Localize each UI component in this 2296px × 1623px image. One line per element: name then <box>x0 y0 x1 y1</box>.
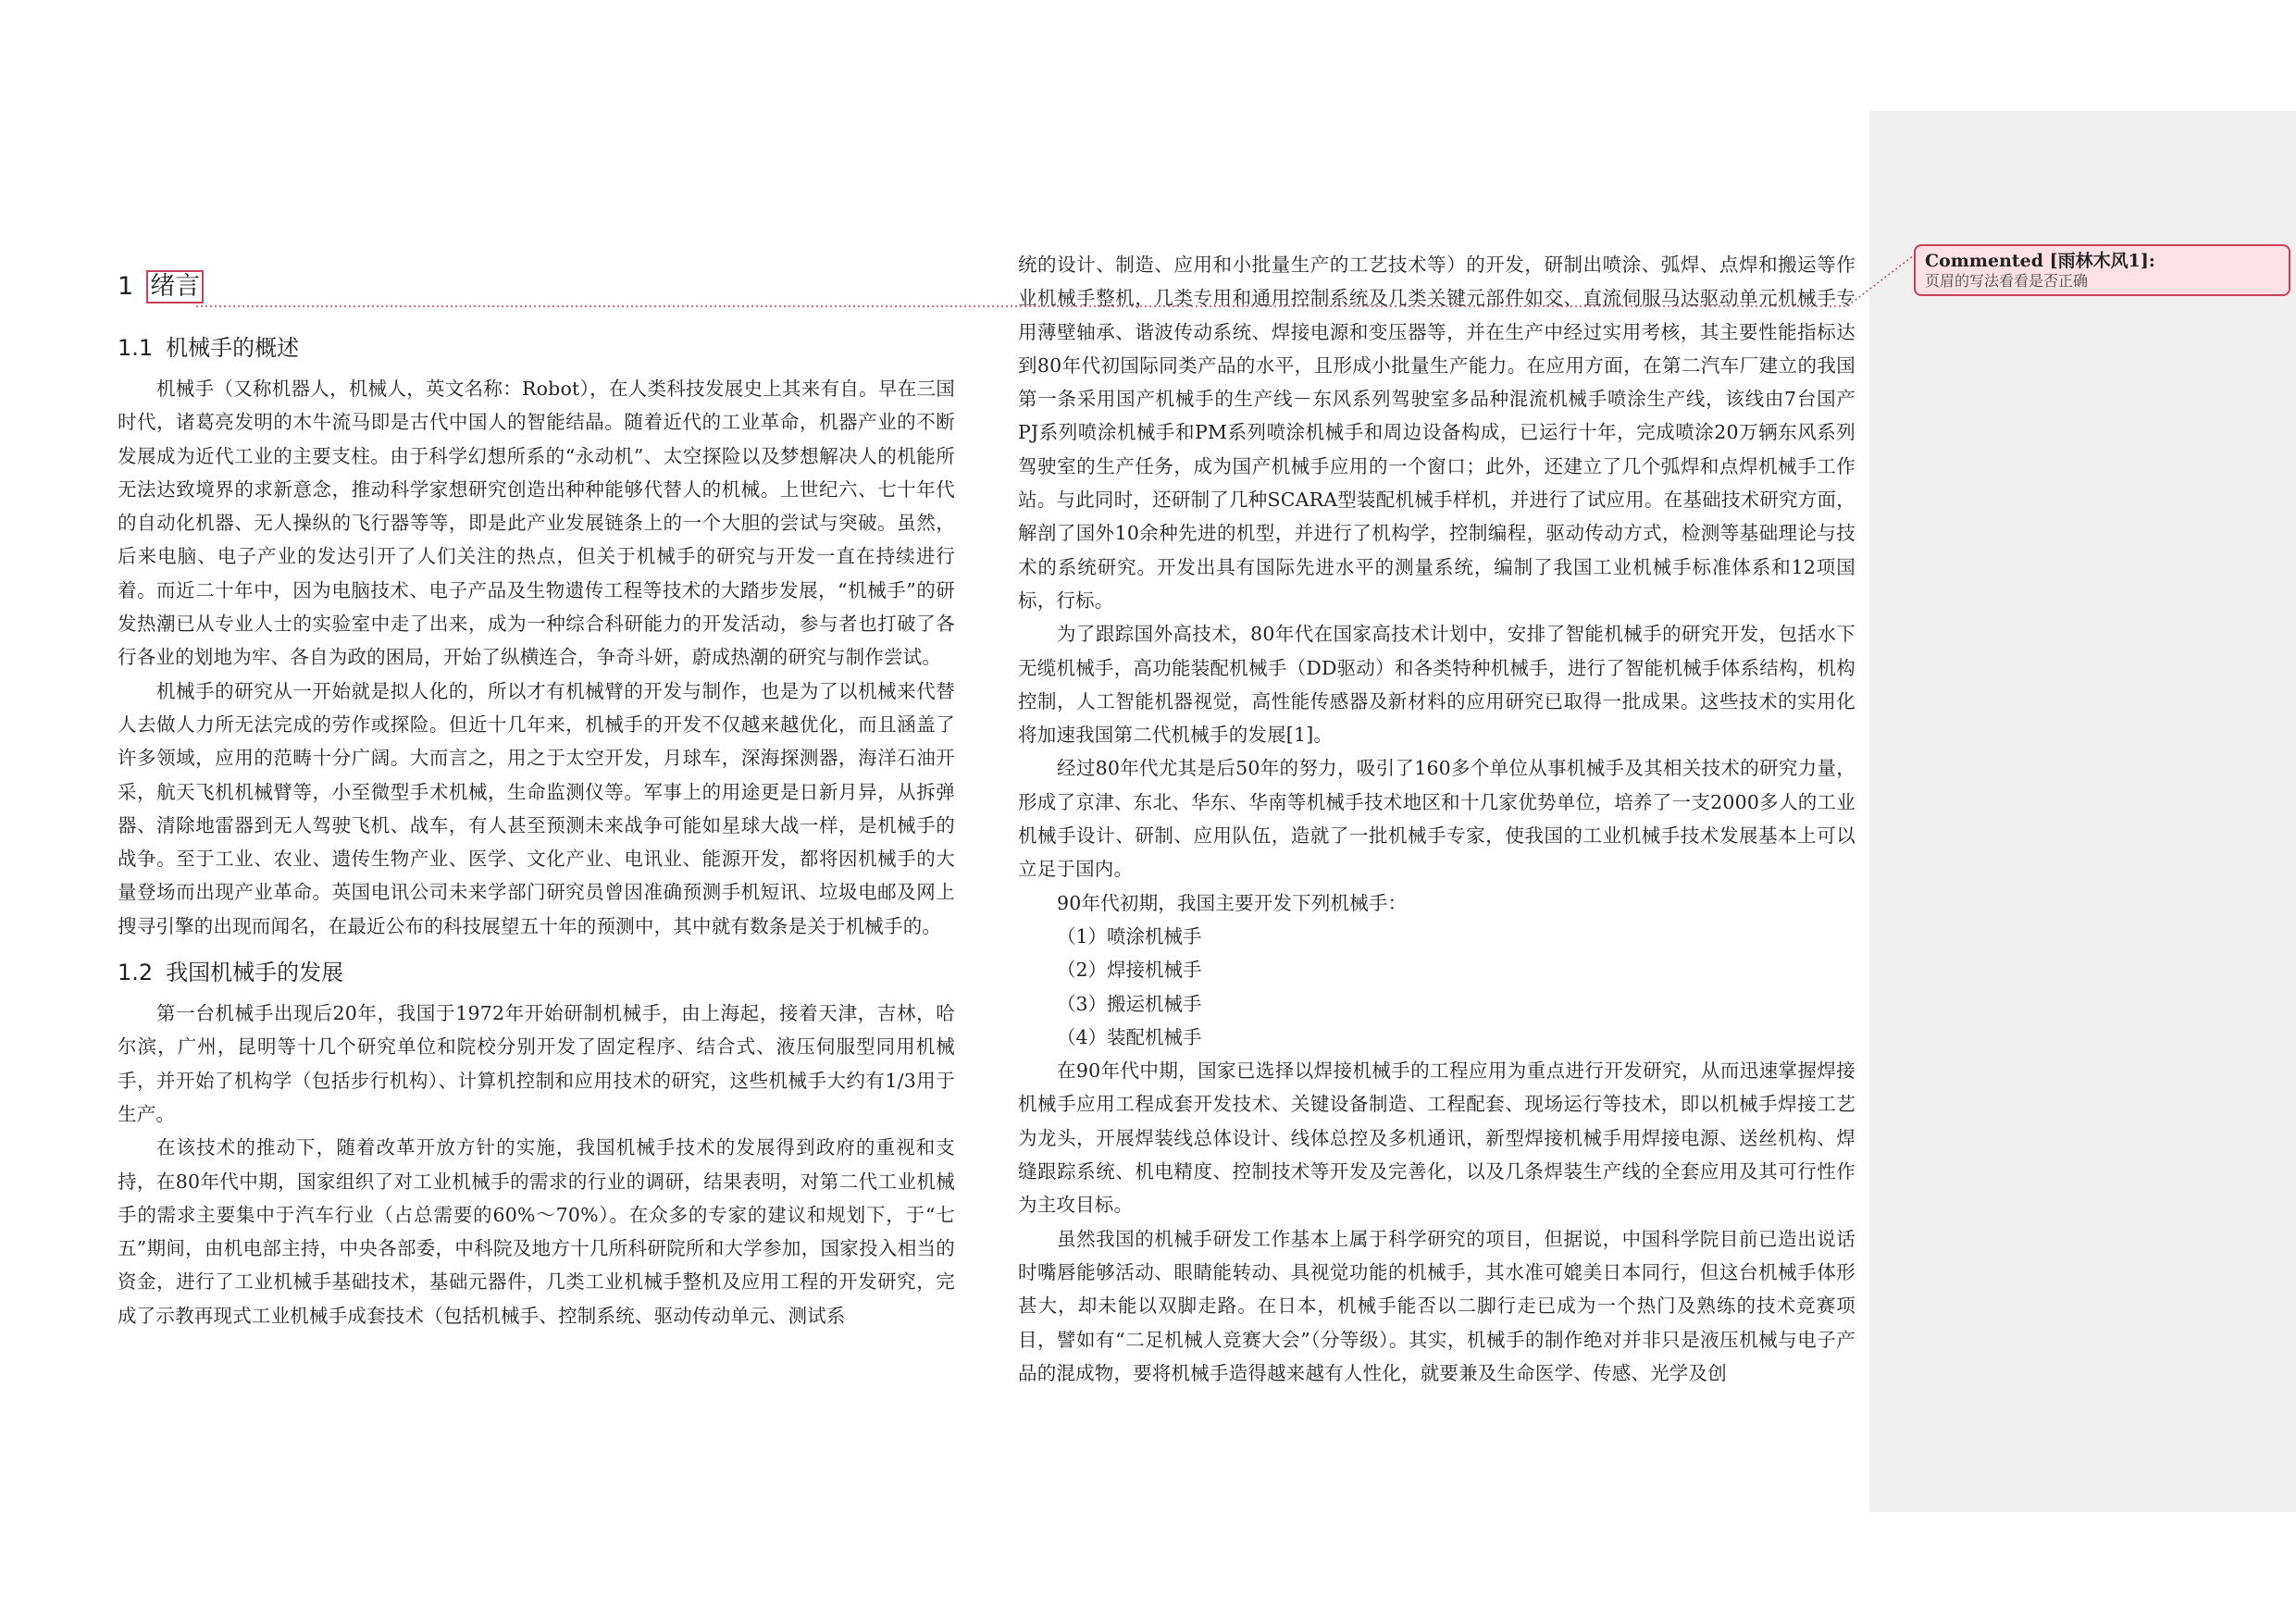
paragraph: 虽然我国的机械手研发工作基本上属于科学研究的项目，但据说，中国科学院目前已造出说话时嘴唇能够活动、眼睛能转动、具视觉功能的机械手，其水准可媲美日本同行，但这台机械手体形甚大，却未能以双脚走路。在日本，机械手能否以二脚行走已成为一个热门及熟练的技术竞赛项目，譬如有“二足机械人竞赛大会”（分等级）。其实，机械手的制作绝对并非只是液压机械与电子产品的混成物，要将机械手造得越来越有人性化，就要兼及生命医学、传感、光学及创 <box>1018 1227 1855 1384</box>
paragraph: 经过80年代尤其是后50年的努力，吸引了160多个单位从事机械手及其相关技术的研究力量，形成了京津、东北、华东、华南等机械手技术地区和十几家优势单位，培养了一支2000多人的工业机械手设计、研制、应用队伍，造就了一批机械手专家，使我国的工业机械手技术发展基本上可以立足于国内。 <box>1018 757 1855 881</box>
comments-pane <box>1869 111 2296 1512</box>
paragraph: 机械手（又称机器人，机械人，英文名称：Robot），在人类科技发展史上其来有自。早在三国时代，诸葛亮发明的木牛流马即是古代中国人的智能结晶。随着近代的工业革命，机器产业的不断发展成为近代工业的主要支柱。由于科学幻想所系的“永动机”、太空探险以及梦想解决人的机能所无法达致境界的求新意念，推动科学家想研究创造出种种能够代替人的机械。上世纪六、七十年代的自动化机器、无人操纵的飞行器等等，即是此产业发展链条上的一个大胆的尝试与突破。虽然，后来电脑、电子产业的发达引开了人们关注的热点，但关于机械手的研究与开发一直在持续进行着。而近二十年中，因为电脑技术、电子产品及生物遗传工程等技术的大踏步发展，“机械手”的研发热潮已从专业人士的实验室中走了出来，成为一种综合科研能力的开发活动，参与者也打破了各行各业的划地为牢、各自为政的困局，开始了纵横连合，争奇斗妍，蔚成热潮的研究与制作尝试。 <box>118 378 955 669</box>
right-column <box>1018 248 1855 1390</box>
paragraph: 为了跟踪国外高技术，80年代在国家高技术计划中，安排了智能机械手的研究开发，包括水下无缆机械手，高功能装配机械手（DD驱动）和各类特种机械手，进行了智能机械手体系结构，机构控制，人工智能机器视觉，高性能传感器及新材料的应用研究已取得一批成果。这些技术的实用化将加速我国第二代机械手的发展[1]。 <box>1018 623 1855 747</box>
comment-header: Commented [雨林木风1]: <box>1925 251 2155 271</box>
comment-body: 页眉的写法看看是否正确 <box>1925 272 2089 290</box>
subsection-number: 1.2 <box>118 960 154 986</box>
list-item: （2）焊接机械手 <box>1057 959 1202 982</box>
subsection-number: 1.1 <box>118 335 154 361</box>
paragraph-continuation: 统的设计、制造、应用和小批量生产的工艺技术等）的开发，研制出喷涂、弧焊、点焊和搬运等作业机械手整机，几类专用和通用控制系统及几类关键元部件如交、直流伺服马达驱动单元机械手专用薄壁轴承、谐波传动系统、焊接电源和变压器等，并在生产中经过实用考核，其主要性能指标达到80年代初国际同类产品的水平，且形成小批量生产能力。在应用方面，在第二汽车厂建立的我国第一条采用国产机械手的生产线－东风系列驾驶室多品种混流机械手喷涂生产线，该线由7台国产PJ系列喷涂机械手和PM系列喷涂机械手和周边设备构成，已运行十年，完成喷涂20万辆东风系列驾驶室的生产任务，成为国产机械手应用的一个窗口；此外，还建立了几个弧焊和点焊机械手工作站。与此同时，还研制了几种SCARA型装配机械手样机，并进行了试应用。在基础技术研究方面，解剖了国外10余种先进的机型，并进行了机构学，控制编程，驱动传动方式，检测等基础理论与技术的系统研究。开发出具有国际先进水平的测量系统，编制了我国工业机械手标准体系和12项国标，行标。 <box>1018 254 1855 612</box>
subsection-heading-1 <box>118 331 955 365</box>
subsection-title: 我国机械手的发展 <box>166 960 344 986</box>
paragraph: 在90年代中期，国家已选择以焊接机械手的工程应用为重点进行开发研究，从而迅速掌握焊接机械手应用工程成套开发技术、关键设备制造、工程配套、现场运行等技术，即以机械手焊接工艺为龙头，开展焊装线总体设计、线体总控及多机通讯，新型焊接机械手用焊接电源、送丝机构、焊缝跟踪系统、机电精度、控制技术等开发及完善化，以及几条焊装生产线的全套应用及其可行性作为主攻目标。 <box>1018 1059 1855 1217</box>
paragraph: 第一台机械手出现后20年，我国于1972年开始研制机械手，由上海起，接着天津，吉林，哈尔滨，广州，昆明等十几个研究单位和院校分别开发了固定程序、结合式、液压伺服型同用机械手，并开始了机构学（包括步行机构）、计算机控制和应用技术的研究，这些机械手大约有1/3用于生产。 <box>118 1002 955 1125</box>
comment-balloon[interactable] <box>1914 244 2290 296</box>
subsection-heading-2 <box>118 956 955 989</box>
section-title[interactable]: 绪言 <box>146 270 204 304</box>
list-item: （3）搬运机械手 <box>1057 992 1202 1015</box>
paragraph: 在该技术的推动下，随着改革开放方针的实施，我国机械手技术的发展得到政府的重视和支持，在80年代中期，国家组织了对工业机械手的需求的行业的调研，结果表明，对第二代工业机械手的需求主要集中于汽车行业（占总需要的60%～70%）。在众多的专家的建议和规划下，于“七五”期间，由机电部主持，中央各部委，中科院及地方十几所科研院所和大学参加，国家投入相当的资金，进行了工业机械手基础技术，基础元器件，几类工业机械手整机及应用工程的开发研究，完成了示教再现式工业机械手成套技术（包括机械手、控制系统、驱动传动单元、测试系 <box>118 1136 955 1327</box>
subsection-title: 机械手的概述 <box>166 335 300 361</box>
paragraph: 90年代初期，我国主要开发下列机械手： <box>1057 891 1408 914</box>
list-item: （4）装配机械手 <box>1057 1025 1202 1048</box>
paragraph: 机械手的研究从一开始就是拟人化的，所以才有机械臂的开发与制作，也是为了以机械来代替人去做人力所无法完成的劳作或探险。但近十几年来，机械手的开发不仅越来越优化，而且涵盖了许多领域，应用的范畴十分广阔。大而言之，用之于太空开发，月球车，深海探测器，海洋石油开采，航天飞机机械臂等，小至微型手术机械，生命监测仪等。军事上的用途更是日新月异，从拆弹器、清除地雷器到无人驾驶飞机、战车，有人甚至预测未来战争可能如星球大战一样，是机械手的战争。至于工业、农业、遗传生物产业、医学、文化产业、电讯业、能源开发，都将因机械手的大量登场而出现产业革命。英国电讯公司未来学部门研究员曾因准确预测手机短讯、垃圾电邮及网上搜寻引擎的出现而闻名，在最近公布的科技展望五十年的预测中，其中就有数条是关于机械手的。 <box>118 679 955 937</box>
section-number: 1 <box>118 272 134 301</box>
left-column <box>118 268 955 1332</box>
list-item: （1）喷涂机械手 <box>1057 924 1202 948</box>
section-heading <box>118 268 955 305</box>
